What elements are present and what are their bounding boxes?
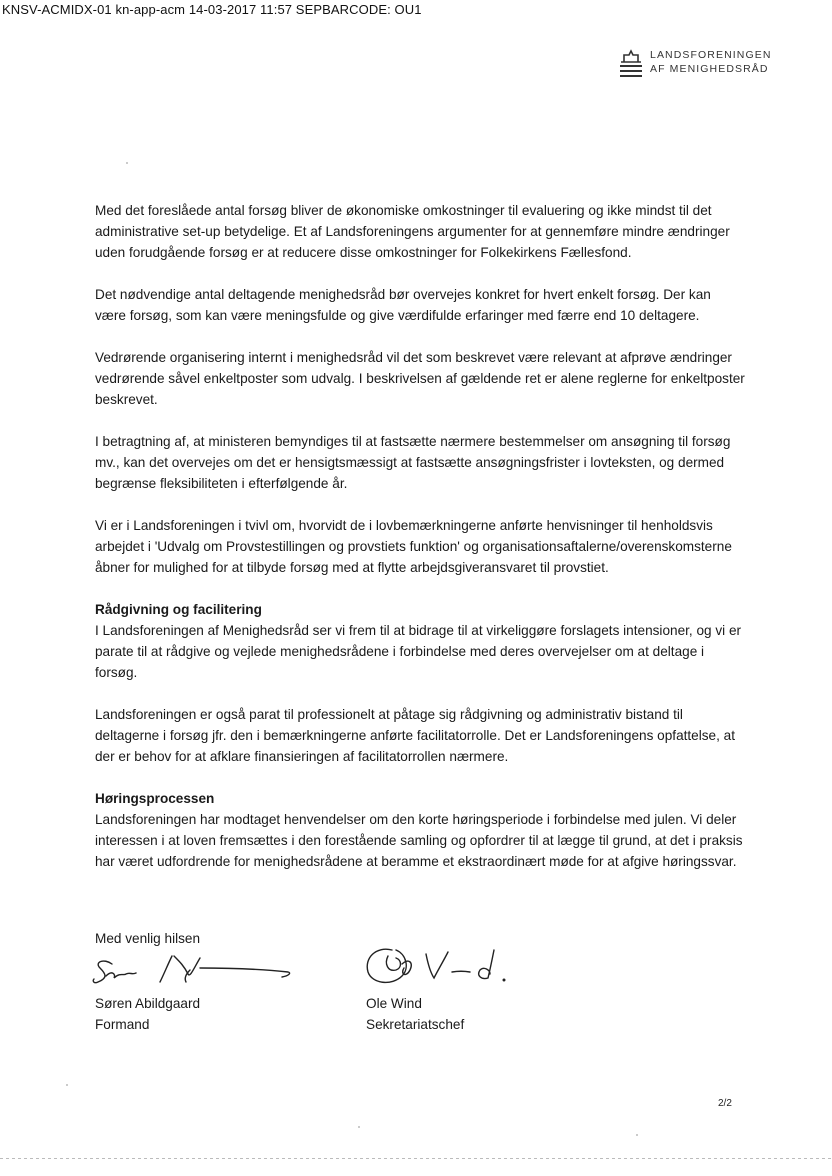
- paragraph-internal-organisation: Vedrørende organisering internt i menighedsråd vil det som beskrevet være relevant at afprøve ændringer vedrørende såvel enkeltposter som udvalg. I beskrivelsen af gældende ret er alene reglerne for enkeltposter beskrevet.: [95, 350, 745, 407]
- logo-line-2: AF MENIGHEDSRÅD: [650, 63, 769, 75]
- paragraph-consultation: Landsforeningen har modtaget henvendelser om den korte høringsperiode i forbindelse med julen. Vi deler interessen i at loven fremsættes i den forestående samling og opfordrer til at lægge til grund, at det i praksis har været udfordrende for menighedsrådene at beramme et ekstraordinært møde for at afgive høringssvar.: [95, 812, 743, 869]
- paragraph-facilitator-role: Landsforeningen er også parat til professionelt at påtage sig rådgivning og administrativ bistand til deltagerne i forsøg jfr. den i bemærkningerne anførte facilitatorrolle. Det er Landsforeningens opfattelse, at der er behov for at afklare finansieringen af facilitatorrollen nærmere.: [95, 707, 736, 764]
- signatory-chairman: [95, 993, 200, 1035]
- signatory-name: Ole Wind: [366, 996, 422, 1011]
- signature-soren-abildgaard: [90, 948, 300, 990]
- scan-speck: [66, 1084, 68, 1086]
- signature-ole-wind: [362, 940, 522, 992]
- logo-line-1: LANDSFORENINGEN: [650, 49, 772, 61]
- organization-logo: [620, 48, 772, 79]
- paragraph-advice: I Landsforeningen af Menighedsråd ser vi frem til at bidrage til at virkeliggøre forslagets intensioner, og vi er parate til at rådgive og vejlede menighedsrådene i forbindelse med deres overvejelser om at deltage i forsøg.: [95, 623, 742, 680]
- closing-greeting: Med venlig hilsen: [95, 931, 201, 946]
- signatory-title: Formand: [95, 1017, 150, 1032]
- signatory-secretariat-head: [366, 993, 464, 1035]
- paragraph-application-deadlines: I betragtning af, at ministeren bemyndiges til at fastsætte nærmere bestemmelser om ansøgning til forsøg mv., kan det overvejes om det er hensigtsmæssigt at fastsætte ansøgningsfrister i lovteksten, og dermed begrænse fleksibiliteten i efterfølgende år.: [95, 434, 731, 491]
- scan-speck: [126, 162, 128, 164]
- paragraph-participant-count: Det nødvendige antal deltagende menighedsråd bør overvejes konkret for hvert enkelt forsøg. Der kan være forsøg, som kan være meningsfulde og give værdifulde erfaringer med færre end 10 deltagere.: [95, 287, 711, 323]
- scan-speck: [358, 1126, 360, 1128]
- scan-speck: [636, 1134, 638, 1136]
- scan-edge-rule: [0, 1158, 832, 1159]
- fax-transmission-header: KNSV-ACMIDX-01 kn-app-acm 14-03-2017 11:57 SEPBARCODE: OU1: [2, 2, 422, 17]
- church-building-icon: [620, 49, 642, 79]
- signatory-title: Sekretariatschef: [366, 1017, 465, 1032]
- section-heading-advice: Rådgivning og facilitering: [95, 602, 262, 617]
- paragraph-employer-responsibility: Vi er i Landsforeningen i tvivl om, hvorvidt de i lovbemærkningerne anførte henvisninger til henholdsvis arbejdet i 'Udvalg om Provstestillingen og provstiets funktion' og organisationsaftalerne/overenskomsterne åbner for mulighed for at tilbyde forsøg med at flytte arbejdsgiveransvaret til provstiet.: [95, 518, 732, 575]
- section-heading-consultation: Høringsprocessen: [95, 791, 215, 806]
- paragraph-evaluation-costs: Med det foreslåede antal forsøg bliver de økonomiske omkostninger til evaluering og ikke mindst til det administrative set-up betydelige. Et af Landsforeningens argumenter for at gennemføre mindre ændringer uden forudgående forsøg er at reducere disse omkostninger for Folkekirkens Fællesfond.: [95, 203, 730, 260]
- signatory-name: Søren Abildgaard: [95, 996, 201, 1011]
- page-number: 2/2: [718, 1098, 732, 1109]
- letter-body: [95, 200, 745, 893]
